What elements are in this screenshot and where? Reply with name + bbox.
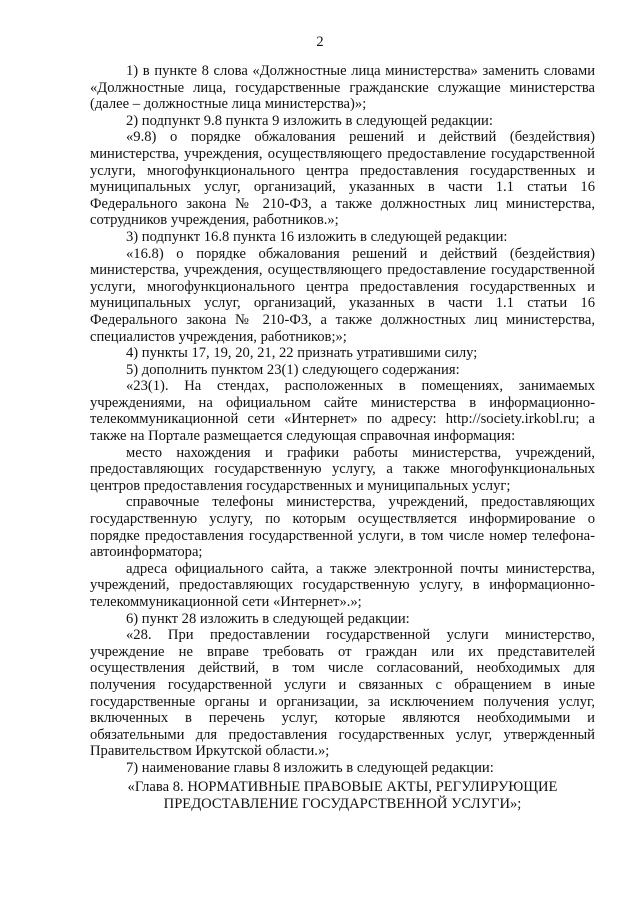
paragraph-item-4: 4) пункты 17, 19, 20, 21, 22 признать утратившими силу; — [126, 345, 478, 362]
paragraph-quote-28: «28. При предоставлении государственной услуги министерство, учреждение не вправе требовать от граждан или их представителей осуществления действий, в том числе согласований, необходимых для получения государственной услуги и связанных с обращением в иные государственные органы и организации, за исключением получения услуг, включенных в перечень услуг, которые являются необходимыми и обязательными для предоставления государственных услуг, утвержденный Правительством Иркутской области.»; — [90, 627, 595, 760]
paragraph-item-6: 6) пункт 28 изложить в следующей редакции: — [126, 610, 410, 627]
paragraph-quote-23-1: «23(1). На стендах, расположенных в помещениях, занимаемых учреждениями, на официальном сайте министерства в информационно-телекоммуникационной сети «Интернет» по адресу: http://society.irkobl.ru; а также на Портале размещается следующая справочная информация: — [90, 378, 595, 445]
paragraph-item-2: 2) подпункт 9.8 пункта 9 изложить в следующей редакции: — [126, 112, 493, 129]
paragraph-item-5: 5) дополнить пунктом 23(1) следующего содержания: — [126, 361, 460, 378]
paragraph-quote-9-8: «9.8) о порядке обжалования решений и действий (бездействия) министерства, учреждения, осуществляющего предоставление государственной услуги, многофункционального центра предоставления государственных и муниципальных услуг, организаций, указанных в части 1.1 статьи 16 Федерального закона № 210-ФЗ, а также должностных лиц министерства, сотрудников учреждения, работников.»; — [90, 129, 595, 229]
paragraph-quote-16-8: «16.8) о порядке обжалования решений и действий (бездействия) министерства, учреждения, осуществляющего предоставление государственной услуги, многофункционального центра предоставления государственных и муниципальных услуг, организаций, указанных в части 1.1 статьи 16 Федерального закона № 210-ФЗ, а также должностных лиц министерства, специалистов учреждения, работников;»; — [90, 245, 595, 345]
paragraph-info-phones: справочные телефоны министерства, учреждений, предоставляющих государственную услугу, по которым осуществляется информирование о порядке предоставления государственной услуги, в том числе номер телефона-автоинформатора; — [90, 494, 595, 561]
paragraph-info-addresses: адреса официального сайта, а также электронной почты министерства, учреждений, предоставляющих государственную услугу, в информационно-телекоммуникационной сети «Интернет».»; — [90, 560, 595, 610]
paragraph-info-location: место нахождения и графики работы министерства, учреждений, предоставляющих государственную услугу, а также многофункциональных центров предоставления государственных и муниципальных услуг; — [90, 444, 595, 494]
paragraph-item-1: 1) в пункте 8 слова «Должностные лица министерства» заменить словами «Должностные лица, государственные гражданские служащие министерства (далее – должностные лица министерства)»; — [90, 63, 595, 113]
paragraph-item-3: 3) подпункт 16.8 пункта 16 изложить в следующей редакции: — [126, 228, 508, 245]
document-body — [90, 63, 595, 813]
paragraph-item-7: 7) наименование главы 8 изложить в следующей редакции: — [126, 759, 494, 776]
page-number: 2 — [316, 34, 324, 50]
chapter-heading: «Глава 8. НОРМАТИВНЫЕ ПРАВОВЫЕ АКТЫ, РЕГУЛИРУЮЩИЕ ПРЕДОСТАВЛЕНИЕ ГОСУДАРСТВЕННОЙ УСЛУГИ»; — [127, 778, 558, 812]
